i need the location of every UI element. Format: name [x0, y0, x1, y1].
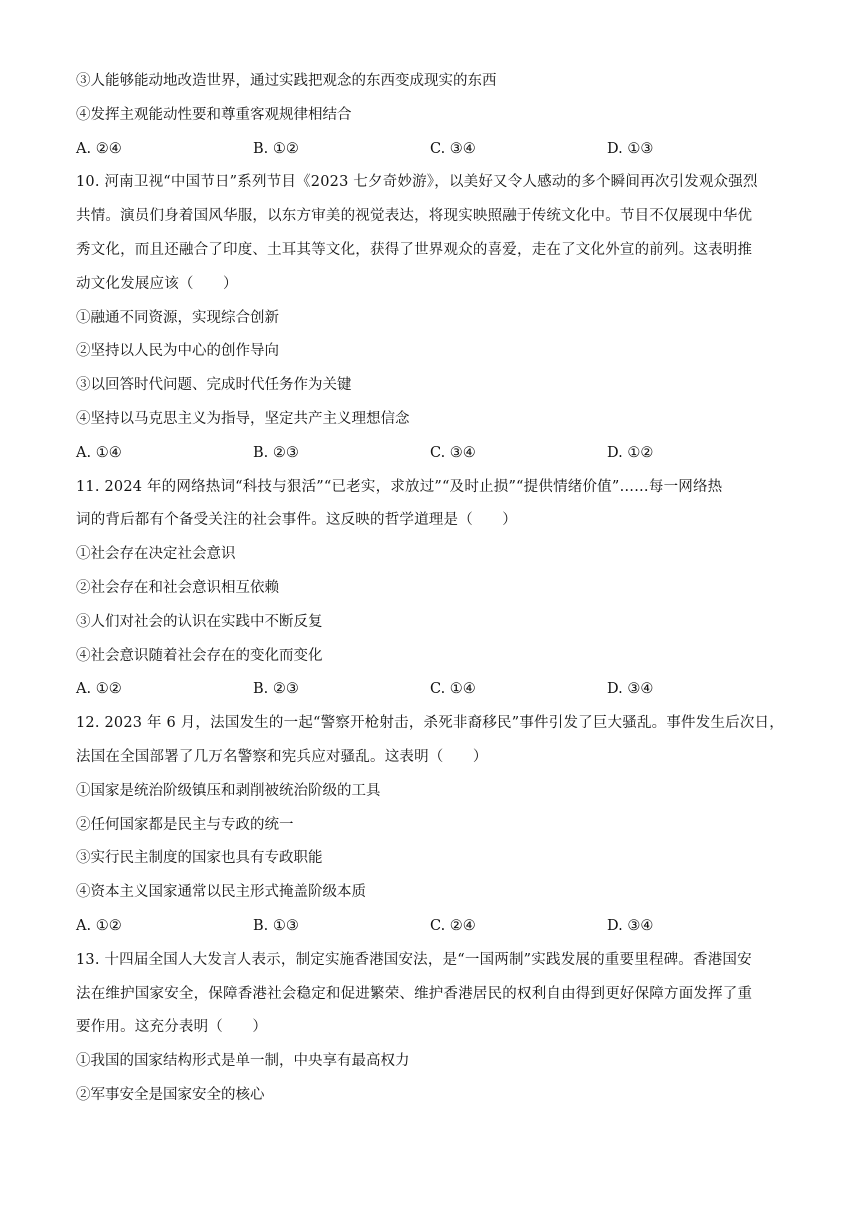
- question-stem-line: 法国在全国部署了几万名警察和宪兵应对骚乱。这表明（ ）: [76, 748, 488, 765]
- choice-item: ③人能够能动地改造世界，通过实践把观念的东西变成现实的东西: [76, 73, 497, 89]
- question-stem-line: 13. 十四届全国人大发言人表示，制定实施香港国安法，是“一国两制”实践发展的重要里程碑。香港国安: [76, 951, 752, 968]
- choice-item: ②军事安全是国家安全的核心: [76, 1086, 265, 1103]
- option-c[interactable]: C. ①④: [430, 681, 476, 698]
- option-b[interactable]: B. ②③: [253, 681, 299, 698]
- question-11: [76, 476, 788, 701]
- option-c[interactable]: C. ③④: [430, 140, 476, 157]
- choice-item: ①国家是统治阶级镇压和剥削被统治阶级的工具: [76, 782, 381, 799]
- answer-options: [76, 442, 788, 464]
- option-c[interactable]: C. ③④: [430, 444, 476, 461]
- answer-options: [76, 138, 788, 160]
- answer-options: [76, 915, 788, 937]
- question-10: [76, 171, 788, 463]
- option-d[interactable]: D. ①②: [607, 444, 654, 461]
- question-stem-line: 11. 2024 年的网络热词“科技与狠活”“已老实，求放过”“及时止损”“提供情绪价值”……每一网络热: [76, 478, 723, 495]
- question-stem-line: 12. 2023 年 6 月，法国发生的一起“警察开枪射击，杀死非裔移民”事件引发了巨大骚乱。事件发生后次日，: [76, 715, 784, 732]
- option-c[interactable]: C. ②④: [430, 917, 476, 934]
- choice-item: ④发挥主观能动性要和尊重客观规律相结合: [76, 106, 352, 123]
- choice-item: ①融通不同资源，实现综合创新: [76, 309, 279, 326]
- question-12: [76, 712, 788, 937]
- choice-item: ②社会存在和社会意识相互依赖: [76, 579, 279, 596]
- question-stem-line: 共情。演员们身着国风华服，以东方审美的视觉表达，将现实映照融于传统文化中。节目不仅展现中华优: [76, 208, 753, 225]
- question-stem-line: 10. 河南卫视“中国节日”系列节目《2023 七夕奇妙游》，以美好又令人感动的多个瞬间再次引发观众强烈: [76, 174, 758, 191]
- choice-item: ①社会存在决定社会意识: [76, 546, 236, 563]
- option-b[interactable]: B. ①②: [253, 140, 299, 157]
- question-stem-line: 词的背后都有个备受关注的社会事件。这反映的哲学道理是（ ）: [76, 512, 517, 529]
- choice-item: ④社会意识随着社会存在的变化而变化: [76, 647, 323, 664]
- answer-options: [76, 678, 788, 700]
- question-13: [76, 949, 788, 1106]
- question-stem-line: 要作用。这充分表明（ ）: [76, 1019, 268, 1036]
- choice-item: ②任何国家都是民主与专政的统一: [76, 816, 294, 833]
- option-b[interactable]: B. ②③: [253, 444, 299, 461]
- option-a[interactable]: A. ①②: [76, 917, 122, 934]
- choice-item: ③实行民主制度的国家也具有专政职能: [76, 850, 323, 867]
- question-9-tail: [76, 70, 788, 160]
- question-stem-line: 秀文化，而且还融合了印度、土耳其等文化，获得了世界观众的喜爱，走在了文化外宣的前列。这表明推: [76, 241, 753, 258]
- question-stem-line: 法在维护国家安全，保障香港社会稳定和促进繁荣、维护香港居民的权利自由得到更好保障方面发挥了重: [76, 985, 753, 1002]
- choice-item: ①我国的国家结构形式是单一制，中央享有最高权力: [76, 1053, 410, 1070]
- choice-item: ③人们对社会的认识在实践中不断反复: [76, 613, 323, 630]
- choice-item: ④坚持以马克思主义为指导，坚定共产主义理想信念: [76, 410, 410, 427]
- choice-item: ④资本主义国家通常以民主形式掩盖阶级本质: [76, 884, 366, 901]
- choice-item: ②坚持以人民为中心的创作导向: [76, 343, 279, 360]
- option-d[interactable]: D. ①③: [607, 140, 654, 157]
- option-d[interactable]: D. ③④: [607, 681, 654, 698]
- option-a[interactable]: A. ①④: [76, 444, 122, 461]
- choice-item: ③以回答时代问题、完成时代任务作为关键: [76, 377, 352, 394]
- question-stem-line: 动文化发展应该（ ）: [76, 275, 238, 292]
- option-d[interactable]: D. ③④: [607, 917, 654, 934]
- option-a[interactable]: A. ②④: [76, 140, 122, 157]
- option-a[interactable]: A. ①②: [76, 681, 122, 698]
- exam-page: [76, 70, 788, 1118]
- option-b[interactable]: B. ①③: [253, 917, 299, 934]
